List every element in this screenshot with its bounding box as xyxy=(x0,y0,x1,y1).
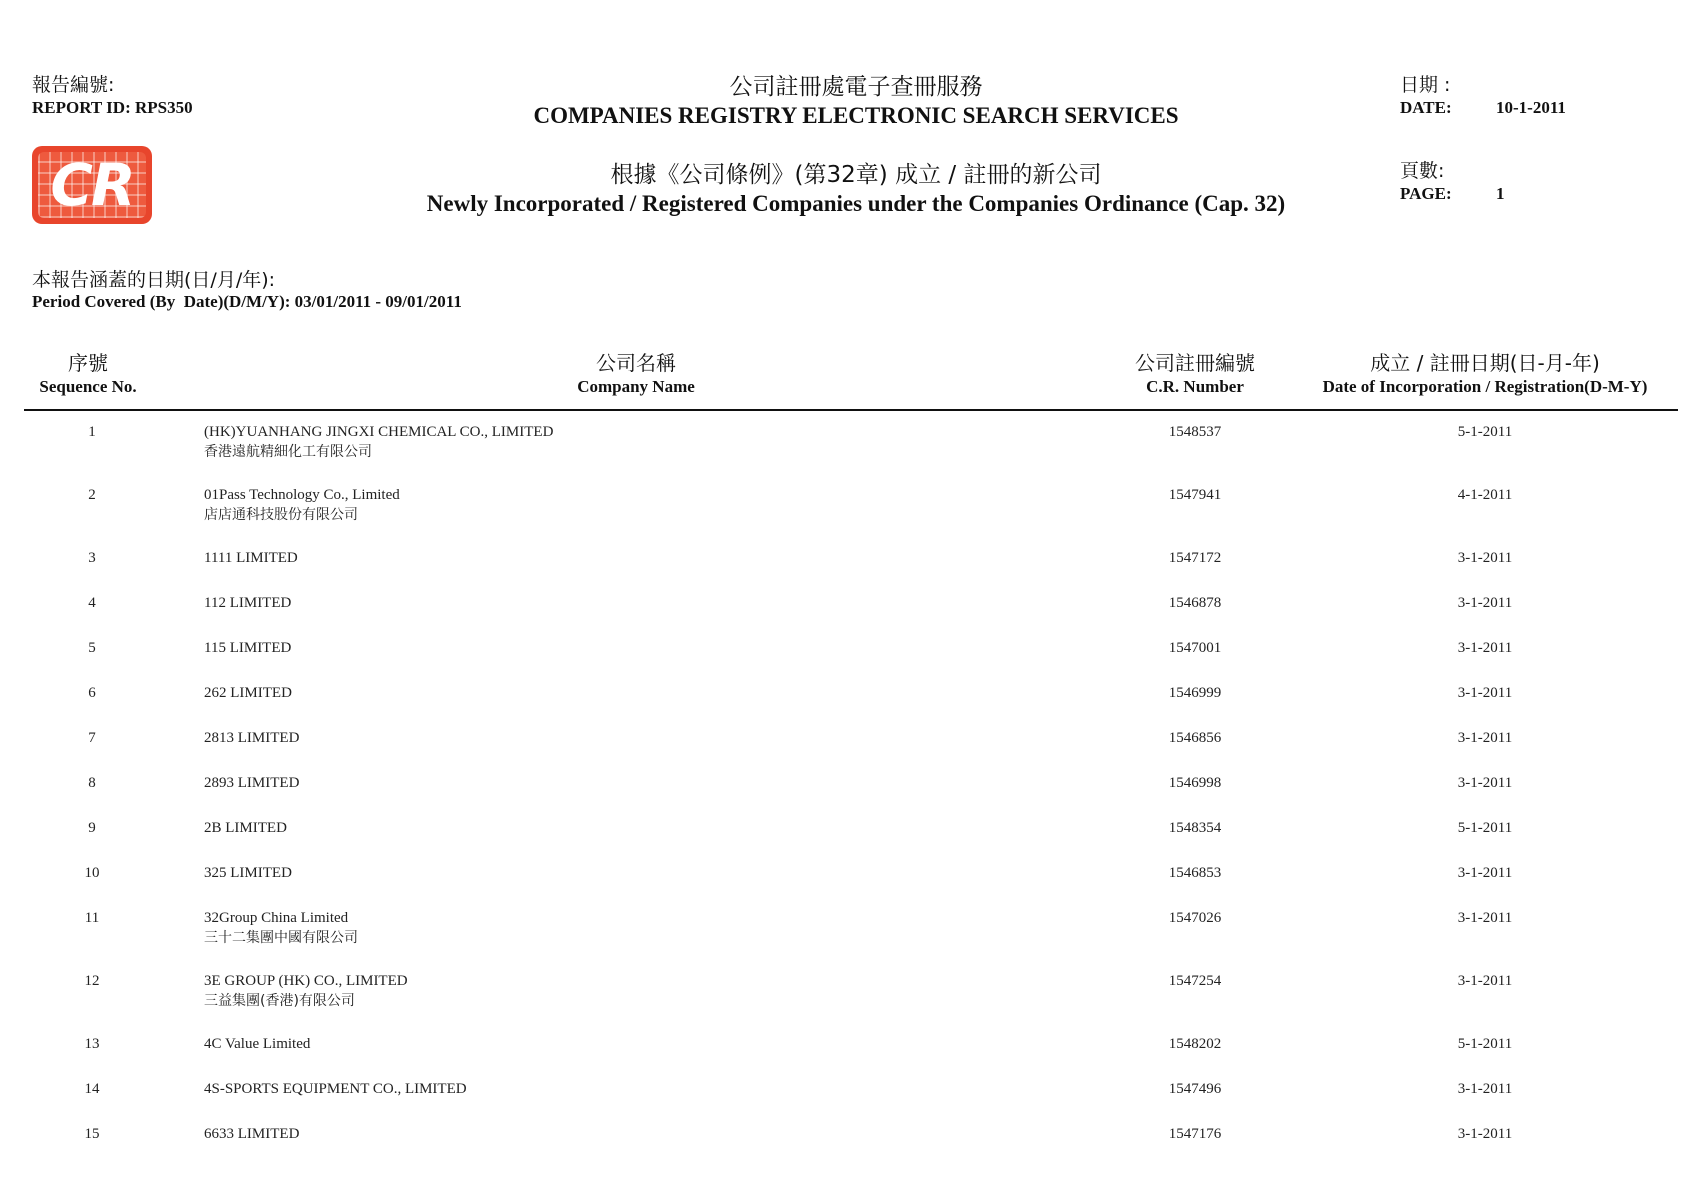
row-cr-number: 1546853 xyxy=(1168,865,1222,881)
row-seq: 10 xyxy=(84,865,100,881)
row-date: 5-1-2011 xyxy=(1457,820,1513,836)
row-company-name xyxy=(204,971,1104,1011)
row-name-en: 4C Value Limited xyxy=(204,1036,311,1052)
row-cr-number: 1547026 xyxy=(1168,910,1222,926)
col-header-date xyxy=(1305,350,1665,398)
page-label-zh: 頁數: xyxy=(1400,160,1445,182)
row-cr-number: 1548537 xyxy=(1168,424,1222,440)
report-id: REPORT ID: RPS350 xyxy=(32,98,193,117)
row-cr-number: 1546856 xyxy=(1168,730,1222,746)
col-date-zh: 成立 / 註冊日期(日-月-年) xyxy=(1370,351,1600,375)
row-seq: 5 xyxy=(88,640,96,656)
row-cr-number: 1547254 xyxy=(1168,973,1222,989)
row-cr-number: 1548202 xyxy=(1168,1036,1222,1052)
row-company-name xyxy=(204,773,1104,793)
row-company-name xyxy=(204,818,1104,838)
subtitle-zh: 根據《公司條例》(第32章) 成立 / 註冊的新公司 xyxy=(610,162,1102,188)
row-name-zh: 店店通科技股份有限公司 xyxy=(204,507,358,523)
row-company-name xyxy=(204,1079,1104,1099)
row-date: 3-1-2011 xyxy=(1457,910,1513,926)
row-seq: 14 xyxy=(84,1081,100,1097)
row-company-name xyxy=(204,638,1104,658)
page-value: 1 xyxy=(1496,184,1505,203)
date-label-en: DATE: xyxy=(1400,98,1452,117)
col-seq-en: Sequence No. xyxy=(39,377,137,396)
row-company-name xyxy=(204,548,1104,568)
row-cr-number: 1547176 xyxy=(1168,1126,1222,1142)
title-zh: 公司註冊處電子查冊服務 xyxy=(729,74,983,100)
row-cr-number: 1547941 xyxy=(1168,487,1222,503)
row-seq: 2 xyxy=(88,487,96,503)
row-seq: 3 xyxy=(88,550,96,566)
report-id-label-zh: 報告編號: xyxy=(32,74,115,96)
row-name-en: 4S-SPORTS EQUIPMENT CO., LIMITED xyxy=(204,1081,467,1097)
row-name-en: 1111 LIMITED xyxy=(204,550,298,566)
row-cr-number: 1547172 xyxy=(1168,550,1222,566)
row-name-zh: 三十二集團中國有限公司 xyxy=(204,930,358,946)
row-seq: 7 xyxy=(88,730,96,746)
date-value: 10-1-2011 xyxy=(1496,98,1566,117)
row-company-name xyxy=(204,1124,1104,1144)
row-seq: 1 xyxy=(88,424,96,440)
row-seq: 8 xyxy=(88,775,96,791)
col-date-en: Date of Incorporation / Registration(D-M-Y) xyxy=(1322,377,1648,396)
row-name-zh: 三益集團(香港)有限公司 xyxy=(204,993,355,1009)
row-date: 3-1-2011 xyxy=(1457,1081,1513,1097)
row-name-en: 325 LIMITED xyxy=(204,865,292,881)
row-cr-number: 1546998 xyxy=(1168,775,1222,791)
date-label-zh: 日期 : xyxy=(1400,74,1451,96)
cr-logo xyxy=(32,146,152,224)
row-seq: 15 xyxy=(84,1126,100,1142)
row-company-name xyxy=(204,593,1104,613)
row-seq: 12 xyxy=(84,973,100,989)
row-name-zh: 香港遠航精細化工有限公司 xyxy=(204,444,372,460)
row-company-name xyxy=(204,728,1104,748)
row-cr-number: 1547496 xyxy=(1168,1081,1222,1097)
title-block xyxy=(400,68,1312,129)
row-date: 3-1-2011 xyxy=(1457,640,1513,656)
logo-text: CR xyxy=(50,151,134,219)
row-date: 3-1-2011 xyxy=(1457,865,1513,881)
col-cr-en: C.R. Number xyxy=(1146,377,1244,396)
col-header-name xyxy=(436,350,836,398)
period-label-zh: 本報告涵蓋的日期(日/月/年): xyxy=(32,269,276,291)
page-label-en: PAGE: xyxy=(1400,184,1452,203)
subtitle-en: Newly Incorporated / Registered Companies under the Companies Ordinance (Cap. 32) xyxy=(426,191,1286,216)
row-seq: 6 xyxy=(88,685,96,701)
row-company-name xyxy=(204,908,1104,948)
row-company-name xyxy=(204,485,1104,525)
row-date: 3-1-2011 xyxy=(1457,730,1513,746)
row-company-name xyxy=(204,683,1104,703)
subtitle-block xyxy=(400,156,1312,217)
row-company-name xyxy=(204,863,1104,883)
row-name-en: 2813 LIMITED xyxy=(204,730,300,746)
row-date: 5-1-2011 xyxy=(1457,424,1513,440)
row-date: 3-1-2011 xyxy=(1457,595,1513,611)
row-date: 4-1-2011 xyxy=(1457,487,1513,503)
row-date: 3-1-2011 xyxy=(1457,1126,1513,1142)
row-seq: 4 xyxy=(88,595,96,611)
row-cr-number: 1547001 xyxy=(1168,640,1222,656)
col-header-cr xyxy=(1105,350,1285,398)
row-cr-number: 1546878 xyxy=(1168,595,1222,611)
row-name-en: 01Pass Technology Co., Limited xyxy=(204,487,400,503)
title-en: COMPANIES REGISTRY ELECTRONIC SEARCH SERVICES xyxy=(533,103,1179,128)
col-cr-zh: 公司註冊編號 xyxy=(1135,351,1255,375)
row-company-name xyxy=(204,1034,1104,1054)
header-rule xyxy=(24,409,1678,411)
row-name-en: (HK)YUANHANG JINGXI CHEMICAL CO., LIMITED xyxy=(204,424,554,440)
col-header-seq xyxy=(20,350,156,398)
row-name-en: 3E GROUP (HK) CO., LIMITED xyxy=(204,973,408,989)
row-name-en: 115 LIMITED xyxy=(204,640,292,656)
row-name-en: 32Group China Limited xyxy=(204,910,349,926)
col-seq-zh: 序號 xyxy=(68,351,108,375)
row-seq: 9 xyxy=(88,820,96,836)
row-date: 3-1-2011 xyxy=(1457,775,1513,791)
row-seq: 13 xyxy=(84,1036,100,1052)
row-company-name xyxy=(204,422,1104,462)
row-name-en: 2893 LIMITED xyxy=(204,775,300,791)
col-name-zh: 公司名稱 xyxy=(596,351,676,375)
row-seq: 11 xyxy=(84,910,100,926)
row-cr-number: 1548354 xyxy=(1168,820,1222,836)
col-name-en: Company Name xyxy=(577,377,695,396)
row-cr-number: 1546999 xyxy=(1168,685,1222,701)
row-date: 5-1-2011 xyxy=(1457,1036,1513,1052)
row-name-en: 262 LIMITED xyxy=(204,685,292,701)
period-label-en: Period Covered (By Date)(D/M/Y): 03/01/2011 - 09/01/2011 xyxy=(32,292,462,311)
row-name-en: 112 LIMITED xyxy=(204,595,292,611)
row-date: 3-1-2011 xyxy=(1457,550,1513,566)
row-date: 3-1-2011 xyxy=(1457,973,1513,989)
row-name-en: 2B LIMITED xyxy=(204,820,287,836)
row-name-en: 6633 LIMITED xyxy=(204,1126,300,1142)
row-date: 3-1-2011 xyxy=(1457,685,1513,701)
